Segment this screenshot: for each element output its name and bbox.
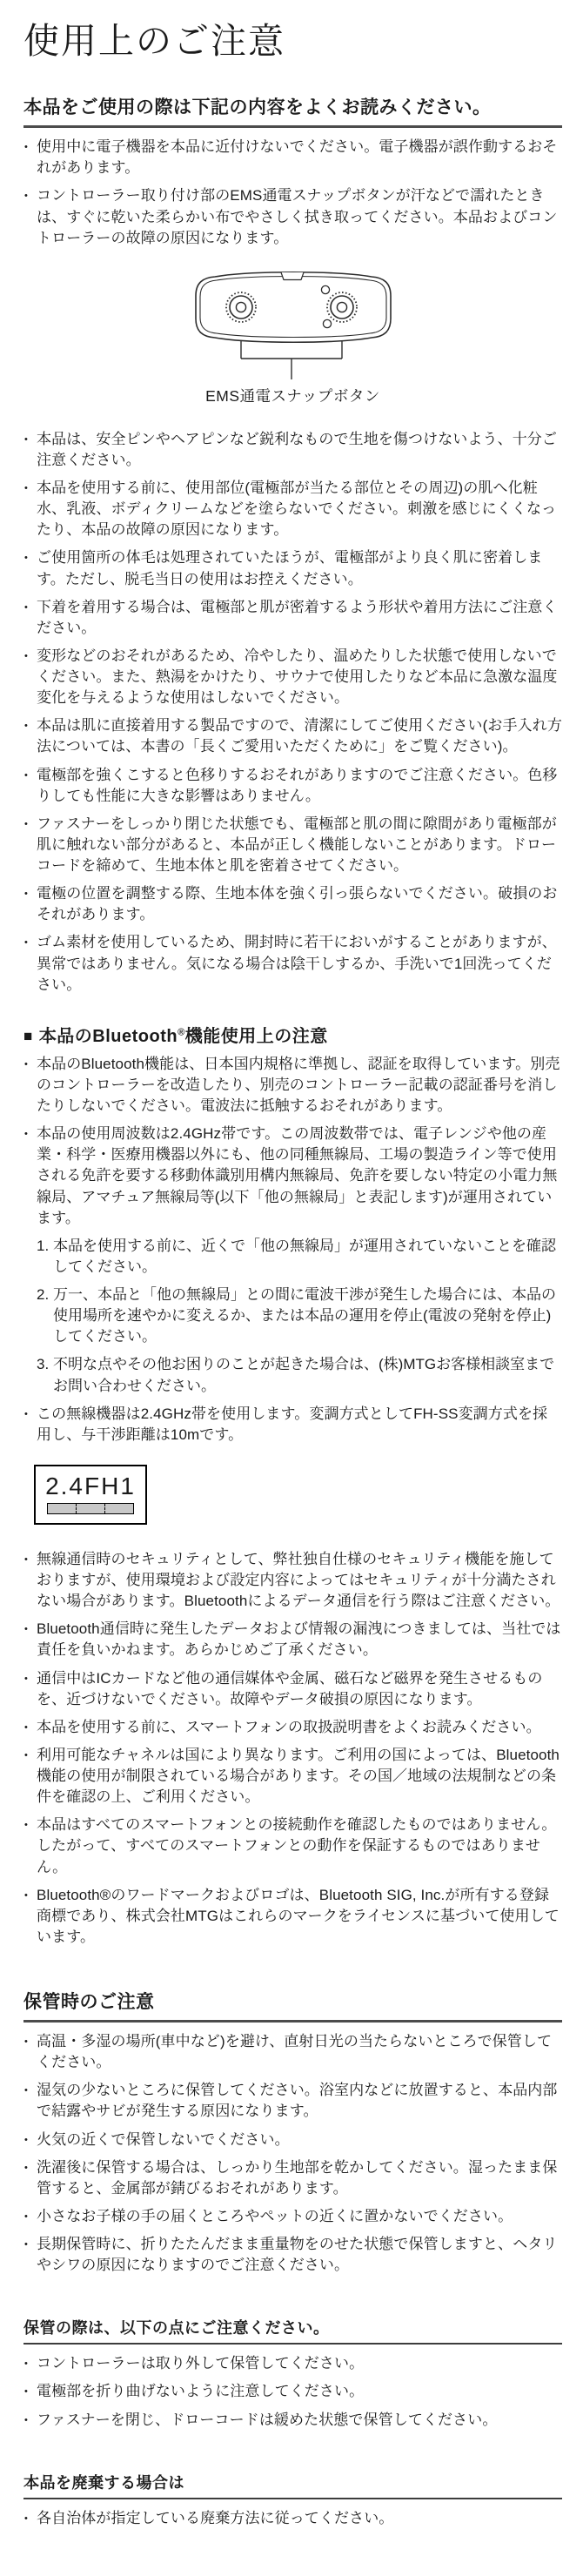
interference-distance-bar <box>47 1503 134 1514</box>
list-item: • 利用可能なチャネルは国により異なります。ご利用の国によっては、Bluetooth機能の使用が制限されている場合があります。その国／地域の法規制などの条件を確認の上、ご利用ください。 <box>23 1745 562 1808</box>
radio-certification-mark <box>34 1465 147 1525</box>
section-storage-note <box>23 2316 562 2430</box>
list-item: • 本品を使用する前に、使用部位(電極部が当たる部位とその周辺)の肌へ化粧水、乳液、ボディクリームなどを塗らないでください。刺激を感じにくくなったり、本品の故障の原因になります。 <box>23 478 562 540</box>
list-item: • 湿気の少ないところに保管してください。浴室内などに放置すると、本品内部で結露やサビが発生する原因になります。 <box>23 2080 562 2122</box>
list-item: • ファスナーをしっかり閉じた状態でも、電極部と肌の間に隙間があり電極部が肌に触れない部分があると、本品が正しく機能しないことがあります。ドローコードを締めて、生地本体と肌を密着させてください。 <box>23 814 562 876</box>
list-item: • ご使用箇所の体毛は処理されていたほうが、電極部がより良く肌に密着します。ただし、脱毛当日の使用はお控えください。 <box>23 547 562 589</box>
usage-heading: 本品をご使用の際は下記の内容をよくお読みください。 <box>23 93 562 128</box>
bluetooth-list-intro <box>23 1054 562 1229</box>
list-item: • 通信中はICカードなど他の通信媒体や金属、磁石など磁界を発生させるものを、近づけないでください。故障やデータ破損の原因になります。 <box>23 1668 562 1710</box>
square-bullet-icon: ■ <box>23 1027 33 1044</box>
cert-mark-text: 2.4FH1 <box>45 1472 136 1499</box>
page-title: 使用上のご注意 <box>23 21 285 61</box>
figure-label: EMS通電スナップボタン <box>205 386 380 405</box>
list-item: • 長期保管時に、折りたたんだまま重量物をのせた状態で保管しますと、ヘタリやシワの原因になりますのでご注意ください。 <box>23 2234 562 2276</box>
list-item: • 本品はすべてのスマートフォンとの接続動作を確認したものではありません。したがって、すべてのスマートフォンとの動作を保証するものではありません。 <box>23 1815 562 1877</box>
list-item: • 電極部を強くこすると色移りするおそれがありますのでご注意ください。色移りしても性能に大きな影響はありません。 <box>23 765 562 807</box>
bluetooth-heading <box>23 1022 562 1047</box>
section-bluetooth <box>23 1022 562 1948</box>
disposal-heading: 本品を廃棄する場合は <box>23 2471 562 2499</box>
list-item: • 使用中に電子機器を本品に近付けないでください。電子機器が誤作動するおそれがあります。 <box>23 137 562 178</box>
bluetooth-list-frequency <box>23 1404 562 1446</box>
list-item: • 洗濯後に保管する場合は、しっかり生地部を乾かしてください。湿ったまま保管すると、金属部が錆びるおそれがあります。 <box>23 2157 562 2199</box>
list-item: • ゴム素材を使用しているため、開封時に若干においがすることがありますが、異常ではありません。気になる場合は陰干しするか、手洗いで1回洗ってください。 <box>23 932 562 995</box>
list-item: • 下着を着用する場合は、電極部と肌が密着するよう形状や着用方法にご注意ください。 <box>23 597 562 639</box>
numbered-item: 万一、本品と「他の無線局」との間に電波干渉が発生した場合には、本品の使用場所を速やかに変えるか、または本品の運用を停止(電波の発射を停止)してください。 <box>53 1286 556 1345</box>
section-storage <box>23 1988 562 2276</box>
usage-list-after-figure <box>23 429 562 996</box>
list-item: • コントローラーは取り外して保管してください。 <box>23 2353 562 2374</box>
list-item: • 火気の近くで保管しないでください。 <box>23 2130 562 2150</box>
list-item: • 本品は、安全ピンやヘアピンなど鋭利なもので生地を傷つけないよう、十分ご注意ください。 <box>23 429 562 471</box>
disposal-list <box>23 2508 562 2529</box>
list-item: • ファスナーを閉じ、ドローコードは緩めた状態で保管してください。 <box>23 2410 562 2431</box>
list-item: • この無線機器は2.4GHz帯を使用します。変調方式としてFH-SS変調方式を採用し、与干渉距離は10mです。 <box>23 1404 562 1446</box>
list-item: • 本品を使用する前に、スマートフォンの取扱説明書をよくお読みください。 <box>23 1717 562 1738</box>
list-item: • 変形などのおそれがあるため、冷やしたり、温めたりした状態で使用しないでください。また、熱湯をかけたり、サウナで使用したりなど本品に急激な温度変化を与えるような使用はしないでください。 <box>23 646 562 708</box>
registered-mark: ® <box>178 1027 185 1038</box>
list-item: • 本品は肌に直接着用する製品ですので、清潔にしてご使用ください(お手入れ方法については、本書の「長くご愛用いただくために」をご覧ください)。 <box>23 715 562 757</box>
bar-segment <box>48 1504 77 1513</box>
list-item: • 電極部を折り曲げないように注意してください。 <box>23 2381 562 2402</box>
bluetooth-heading-text-post: 機能使用上の注意 <box>184 1026 328 1046</box>
bluetooth-heading-text: 本品のBluetooth <box>38 1026 178 1046</box>
list-item: • 電極の位置を調整する際、生地本体を強く引っ張らないでください。破損のおそれがあります。 <box>23 883 562 925</box>
bar-segment <box>105 1504 133 1513</box>
other-radio-station-steps <box>37 1236 562 1397</box>
device-illustration <box>185 268 401 383</box>
list-item: • 高温・多湿の場所(車中など)を避け、直射日光の当たらないところで保管してください。 <box>23 2031 562 2073</box>
storage-heading: 保管時のご注意 <box>23 1988 562 2023</box>
storage-list <box>23 2031 562 2276</box>
storage-note-list <box>23 2353 562 2430</box>
bluetooth-list-rest <box>23 1549 562 1948</box>
storage-note-heading: 保管の際は、以下の点にご注意ください。 <box>23 2316 562 2345</box>
usage-list-before-figure <box>23 137 562 249</box>
list-item: • 小さなお子様の手の届くところやペットの近くに置かないでください。 <box>23 2206 562 2227</box>
list-item: • Bluetooth通信時に発生したデータおよび情報の漏洩につきましては、当社では責任を負いかねます。あらかじめご了承ください。 <box>23 1619 562 1660</box>
list-item: • コントローラー取り付け部のEMS通電スナップボタンが汗などで濡れたときは、すぐに乾いた柔らかい布でやさしく拭き取ってください。本品およびコントローラーの故障の原因になります。 <box>23 185 562 248</box>
section-disposal <box>23 2471 562 2529</box>
ems-snap-button-figure <box>23 268 562 406</box>
list-item: • 無線通信時のセキュリティとして、弊社独自仕様のセキュリティ機能を施しておりますが、使用環境および設定内容によってはセキュリティが十分満たされない場合があります。Bluetoothによるデータ通信を行う際はご注意ください。 <box>23 1549 562 1612</box>
list-item: • 本品のBluetooth機能は、日本国内規格に準拠し、認証を取得しています。別売のコントローラーを改造したり、別売のコントローラー記載の認証番号を消したりしないでください。電波法に抵触するおそれがあります。 <box>23 1054 562 1117</box>
list-item: • 本品の使用周波数は2.4GHz帯です。この周波数帯では、電子レンジや他の産業・科学・医療用機器以外にも、他の同種無線局、工場の製造ライン等で使用される免許を要する移動体識別用構内無線局、免許を要しない特定の小電力無線局、アマチュア無線局等(以下「他の無線局」と表記します)が運用されています。 <box>23 1124 562 1229</box>
list-item: • 各自治体が指定している廃棄方法に従ってください。 <box>23 2508 562 2529</box>
section-usage <box>23 93 562 996</box>
numbered-item: 本品を使用する前に、近くで「他の無線局」が運用されていないことを確認してください。 <box>53 1237 556 1275</box>
list-item: • Bluetooth®のワードマークおよびロゴは、Bluetooth SIG, Inc.が所有する登録商標であり、株式会社MTGはこれらのマークをライセンスに基づいて使用しています。 <box>23 1885 562 1948</box>
numbered-item: 不明な点やその他お困りのことが起きた場合は、(株)MTGお客様相談室までお問い合わせください。 <box>53 1356 555 1394</box>
bar-segment <box>77 1504 105 1513</box>
